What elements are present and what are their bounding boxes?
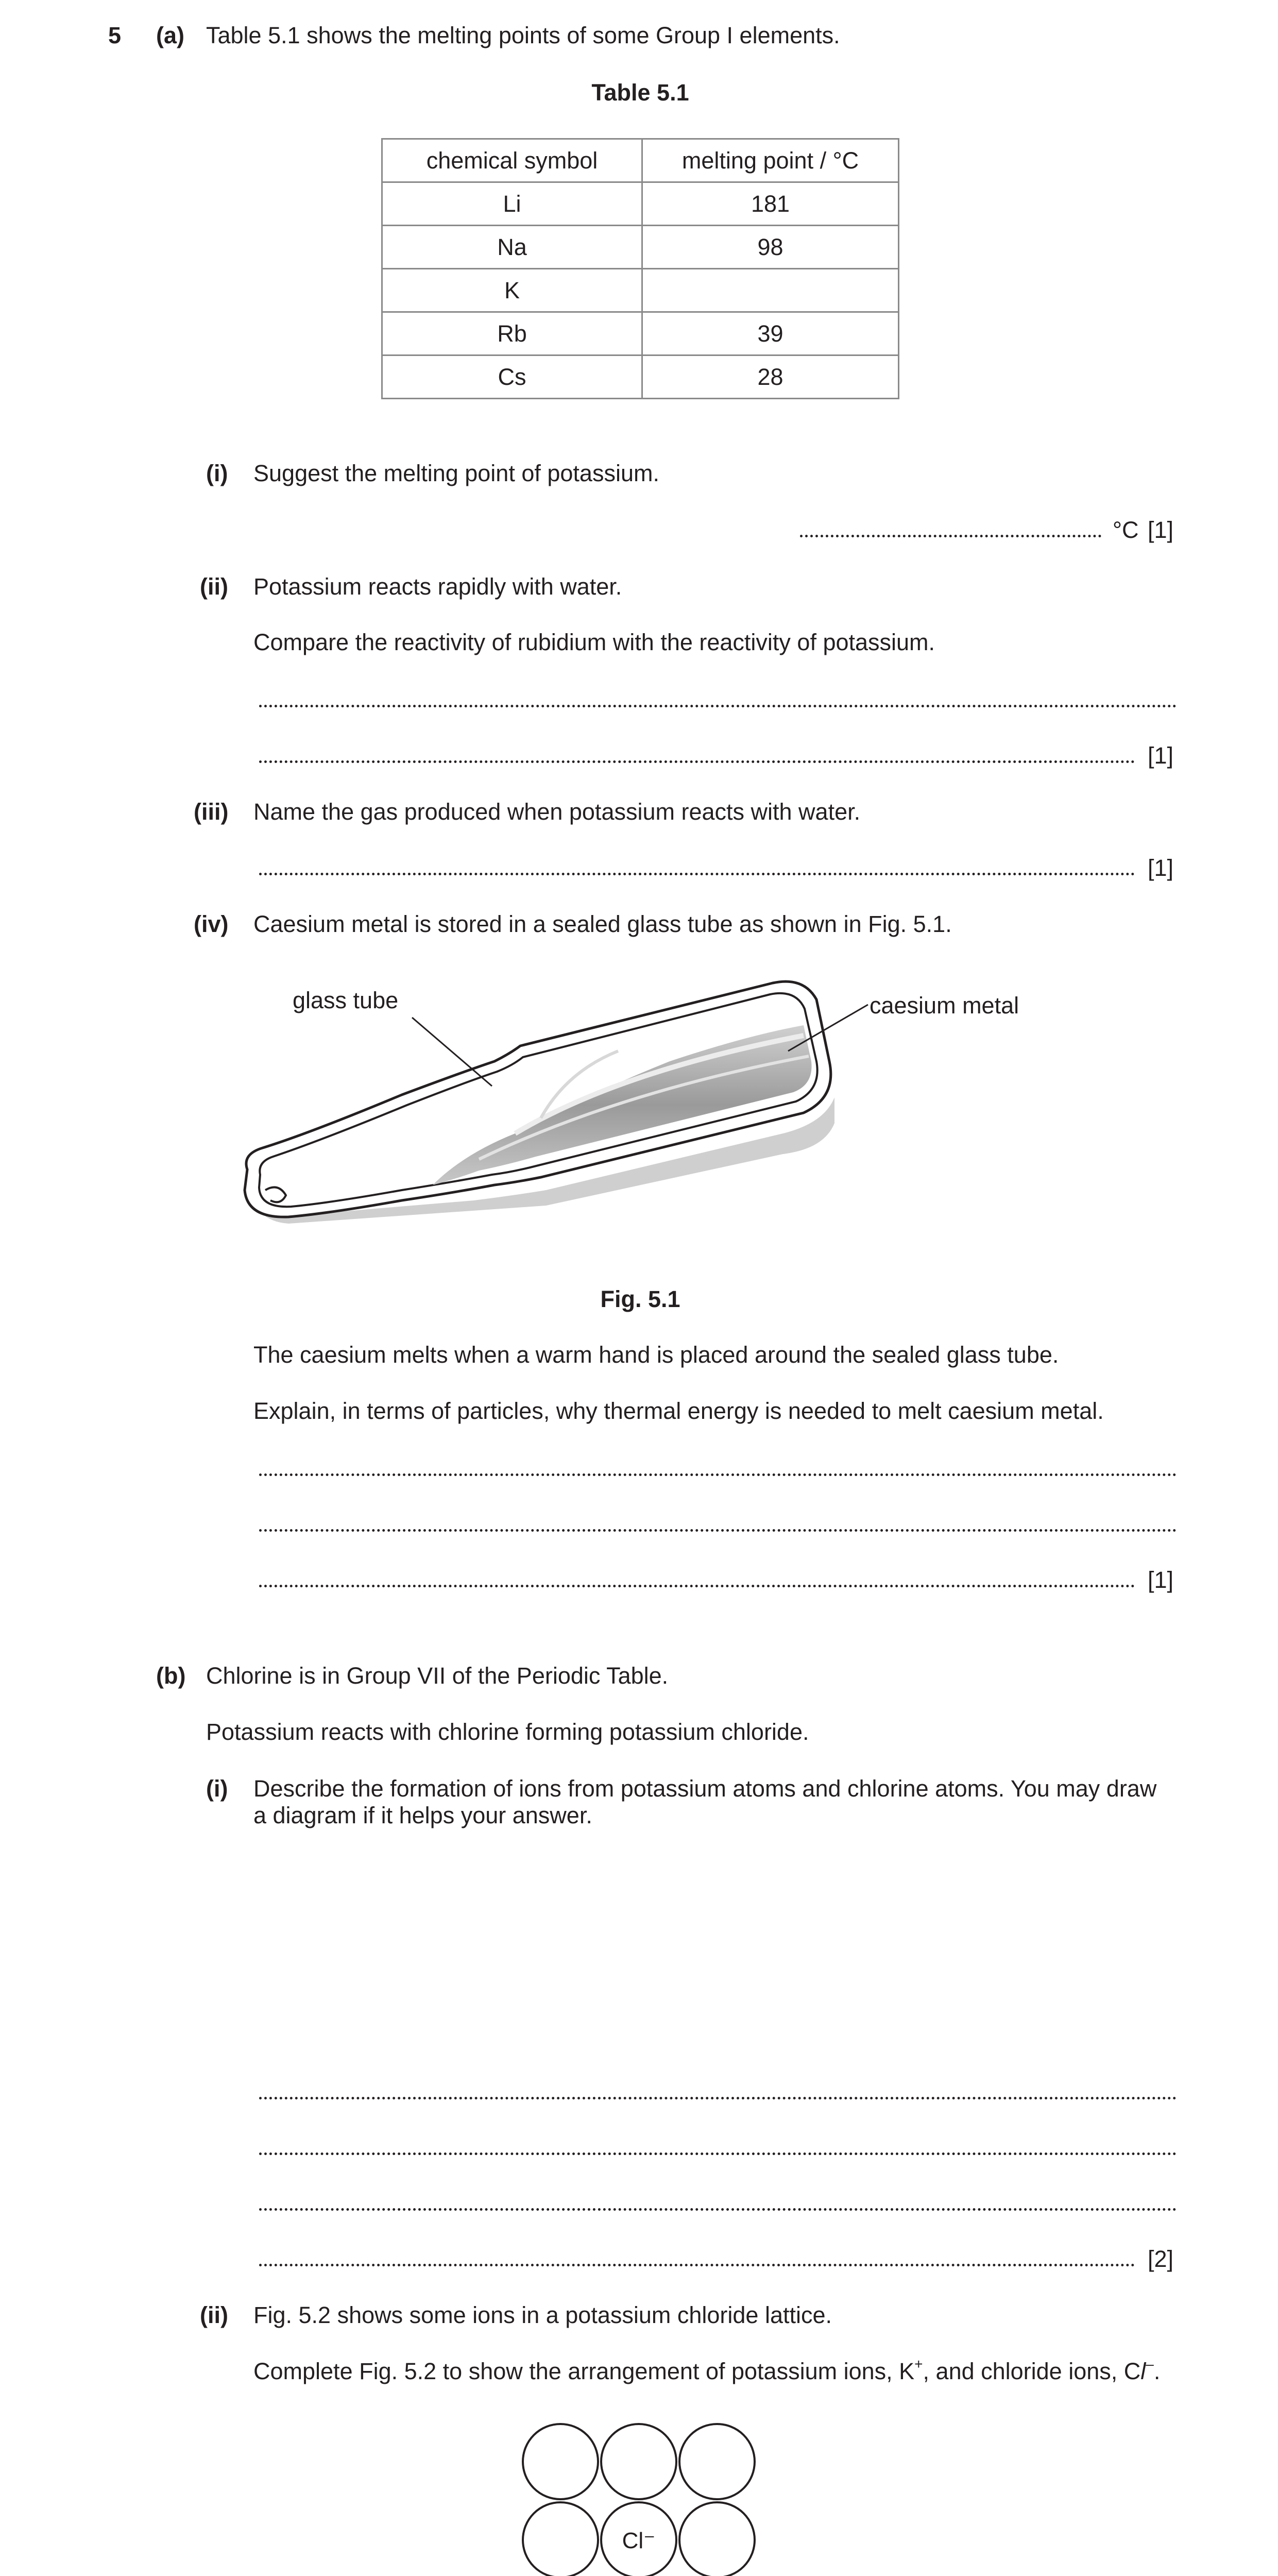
answer-line[interactable] <box>259 2264 1135 2266</box>
question-b-ii-line1: Fig. 5.2 shows some ions in a potassium chloride lattice. <box>253 2302 832 2328</box>
text-part: . <box>1153 2358 1161 2384</box>
superscript-minus: – <box>1146 2356 1154 2372</box>
mark-allocation: [2] <box>1148 2246 1174 2272</box>
mark-allocation: [1] <box>1148 1567 1174 1593</box>
table-cell: K <box>382 269 642 312</box>
text-part: , and chloride ions, C <box>923 2358 1141 2384</box>
sub-label-b-i: (i) <box>206 1775 228 1802</box>
mark-allocation: [1] <box>1148 742 1174 769</box>
lattice-ion-circle[interactable] <box>601 2424 676 2499</box>
question-a-i: Suggest the melting point of potassium. <box>253 460 659 486</box>
question-a-iii: Name the gas produced when potassium reacts with water. <box>253 799 861 825</box>
question-a-ii-line2: Compare the reactivity of rubidium with the reactivity of potassium. <box>253 629 935 655</box>
part-b-label: (b) <box>156 1663 186 1689</box>
fig-5-1-caption: Fig. 5.1 <box>600 1286 680 1312</box>
fig-label-glass-tube: glass tube <box>293 987 399 1013</box>
mark-allocation: [1] <box>1148 517 1174 543</box>
center-ion-label: Cl⁻ <box>622 2528 656 2553</box>
table-cell: Na <box>382 226 642 269</box>
lattice-ion-circle[interactable] <box>523 2424 598 2499</box>
question-a-iv-line2: The caesium melts when a warm hand is placed around the sealed glass tube. <box>253 1342 1059 1368</box>
fig-label-caesium-metal: caesium metal <box>870 992 1019 1019</box>
text-part: Complete Fig. 5.2 to show the arrangement of potassium ions, K <box>253 2358 915 2384</box>
question-number: 5 <box>108 22 122 48</box>
question-b-ii-line2 <box>253 2358 1160 2385</box>
table-header-cell: melting point / °C <box>642 139 899 182</box>
answer-line[interactable] <box>259 1529 1177 1532</box>
lattice-ion-circle[interactable] <box>523 2502 598 2576</box>
part-b-intro1: Chlorine is in Group VII of the Periodic Table. <box>206 1663 669 1689</box>
answer-line[interactable] <box>259 2208 1177 2211</box>
table-header-cell: chemical symbol <box>382 139 642 182</box>
sub-label-a-i: (i) <box>206 460 228 486</box>
answer-line[interactable] <box>259 2097 1177 2099</box>
answer-line[interactable] <box>259 2153 1177 2155</box>
part-b-intro2: Potassium reacts with chlorine forming potassium chloride. <box>206 1719 809 1745</box>
question-b-i-line2: a diagram if it helps your answer. <box>253 1802 592 1828</box>
lattice-ion-circle[interactable] <box>679 2502 755 2576</box>
table-cell: 98 <box>642 226 899 269</box>
superscript-plus: + <box>914 2356 923 2372</box>
table-cell: Rb <box>382 312 642 355</box>
answer-line[interactable] <box>259 1473 1177 1476</box>
table-caption: Table 5.1 <box>591 79 689 106</box>
unit-label: °C <box>1113 517 1139 543</box>
question-a-iv: Caesium metal is stored in a sealed glass tube as shown in Fig. 5.1. <box>253 911 952 937</box>
answer-line[interactable] <box>259 1585 1135 1587</box>
table-cell: Li <box>382 182 642 226</box>
lattice-ion-circle[interactable] <box>679 2424 755 2499</box>
table-cell: 181 <box>642 182 899 226</box>
table-cell: 28 <box>642 355 899 399</box>
lattice-figure <box>515 2416 762 2576</box>
part-a-label: (a) <box>156 22 184 48</box>
question-b-i-line1: Describe the formation of ions from potassium atoms and chlorine atoms. You may draw <box>253 1775 1157 1802</box>
question-a-ii-line1: Potassium reacts rapidly with water. <box>253 573 622 600</box>
table-cell: Cs <box>382 355 642 399</box>
sub-label-a-iv: (iv) <box>194 911 229 937</box>
mark-allocation: [1] <box>1148 855 1174 881</box>
table-cell: 39 <box>642 312 899 355</box>
italic-l: l <box>1140 2358 1146 2384</box>
sub-label-a-ii: (ii) <box>200 573 228 600</box>
part-a-intro: Table 5.1 shows the melting points of some Group I elements. <box>206 22 840 48</box>
question-a-iv-line3: Explain, in terms of particles, why thermal energy is needed to melt caesium metal. <box>253 1398 1104 1424</box>
sub-label-b-ii: (ii) <box>200 2302 228 2328</box>
sub-label-a-iii: (iii) <box>194 799 229 825</box>
